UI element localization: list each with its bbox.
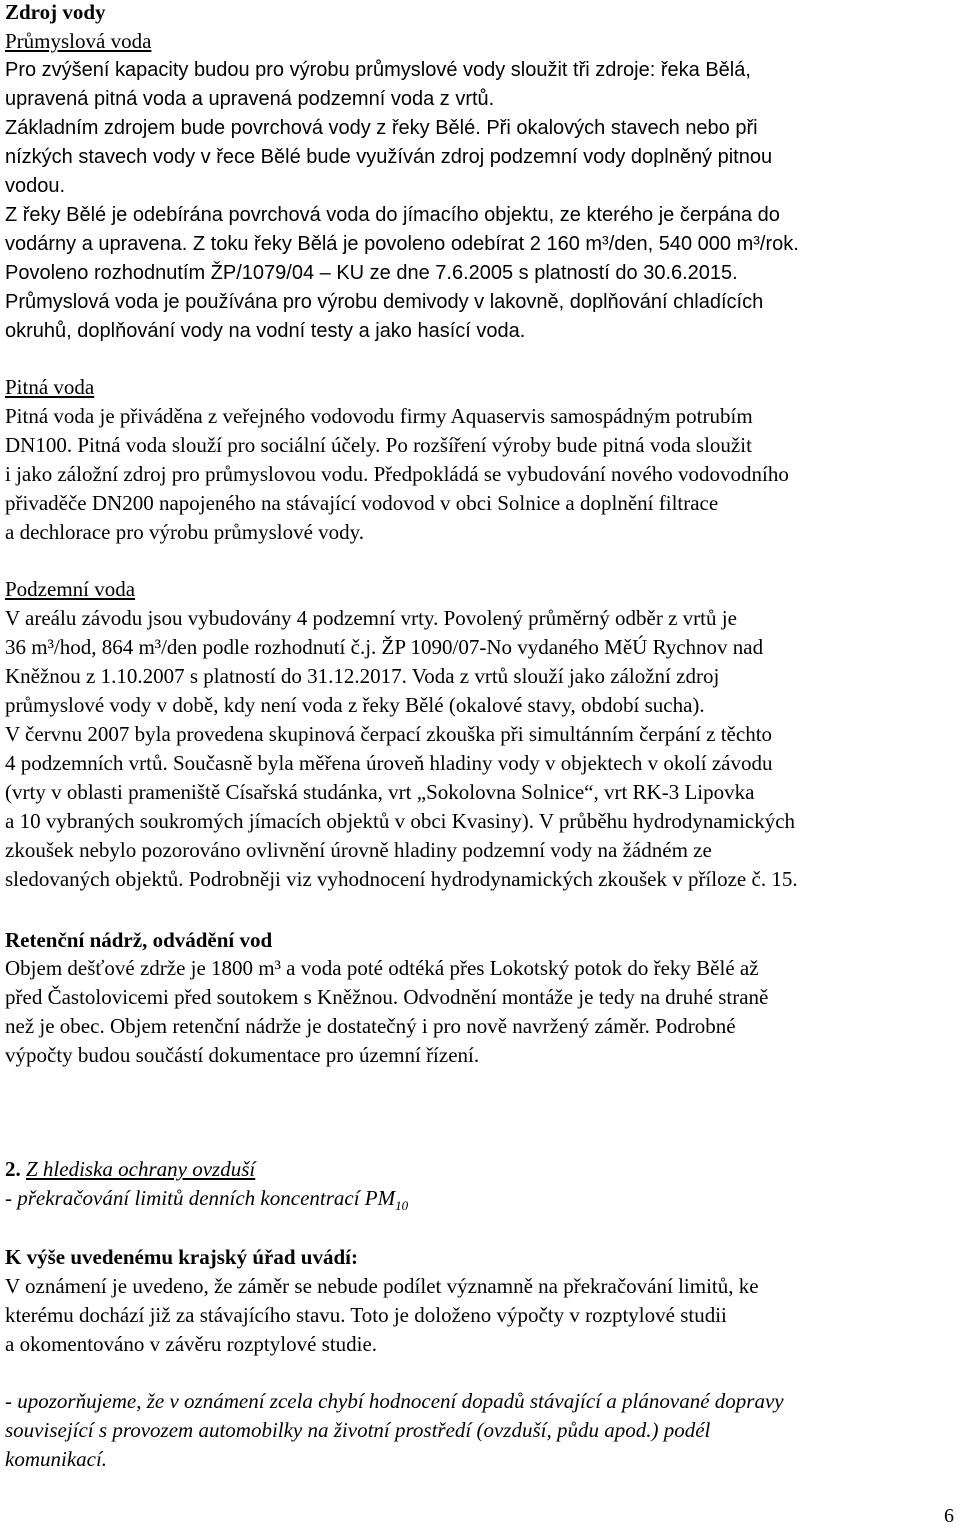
text-line: před Častolovicemi před soutokem s Kněžnou. Odvodnění montáže je tedy na druhé straně — [5, 985, 769, 1009]
industrial-paragraph-3 — [5, 201, 958, 346]
text-line: - upozorňujeme, že v oznámení zcela chybí hodnocení dopadů stávající a plánované dopravy — [5, 1389, 784, 1413]
text-line: V oznámení je uvedeno, že záměr se nebude podílet významně na překračování limitů, ke — [5, 1274, 759, 1298]
text-line: 4 podzemních vrtů. Současně byla měřena úroveň hladiny vody v objektech v okolí závodu — [5, 751, 773, 775]
text-line: a dechlorace pro výrobu průmyslové vody. — [5, 520, 365, 544]
text-line: Objem dešťové zdrže je 1800 m³ a voda poté odtéká přes Lokotský potok do řeky Bělé až — [5, 956, 759, 980]
text-line: kterému dochází již za stávajícího stavu. Toto je doloženo výpočty v rozptylové studii — [5, 1303, 727, 1327]
text-line: než je obec. Objem retenční nádrže je dostatečný i pro nově navržený záměr. Podrobné — [5, 1014, 736, 1038]
section-heading-water-source: Zdroj vody — [5, 0, 106, 24]
subheading-drinking-water: Pitná voda — [5, 375, 95, 399]
text-line: průmyslové vody v době, kdy není voda z řeky Bělé (okalové stavy, období sucha). — [5, 693, 705, 717]
text-line: vodárny a upravena. Z toku řeky Bělá je povoleno odebírat 2 160 m³/den, 540 000 m³/rok. — [5, 233, 799, 255]
text-line: V areálu závodu jsou vybudovány 4 podzemní vrty. Povolený průměrný odběr z vrtů je — [5, 606, 737, 630]
text-line: související s provozem automobilky na životní prostředí (ovzduší, půdu apod.) podél — [5, 1418, 711, 1442]
text-line: výpočty budou součástí dokumentace pro územní řízení. — [5, 1043, 480, 1067]
subheading-groundwater: Podzemní voda — [5, 577, 136, 601]
text-line: Základním zdrojem bude povrchová vody z řeky Bělé. Při okalových stavech nebo při — [5, 117, 758, 139]
section-heading-air — [5, 1155, 255, 1184]
section-heading-retention: Retenční nádrž, odvádění vod — [5, 928, 273, 952]
section-title: Z hlediska ochrany ovzduší — [26, 1157, 256, 1181]
text-line: a okomentováno v závěru rozptylové studie. — [5, 1332, 378, 1356]
text-line: zkoušek nebylo pozorováno ovlivnění úrovně hladiny podzemní vody na žádném ze — [5, 838, 712, 862]
text-line: Z řeky Bělé je odebírána povrchová voda do jímacího objektu, ze kterého je čerpána do — [5, 204, 780, 226]
industrial-paragraph-1 — [5, 56, 958, 114]
text-line: sledovaných objektů. Podrobněji viz vyhodnocení hydrodynamických zkoušek v příloze č. 15. — [5, 867, 798, 891]
text-line: okruhů, doplňování vody na vodní testy a jako hasící voda. — [5, 320, 526, 342]
text-line: Kněžnou z 1.10.2007 s platností do 31.12.2017. Voda z vrtů slouží jako záložní zdroj — [5, 664, 720, 688]
subheading-industrial-water: Průmyslová voda — [5, 29, 152, 53]
industrial-paragraph-2 — [5, 114, 958, 201]
authority-heading: K výše uvedenému krajský úřad uvádí: — [5, 1245, 358, 1269]
text-line: DN100. Pitná voda slouží pro sociální účely. Po rozšíření výroby bude pitná voda sloužit — [5, 433, 752, 457]
text-line: nízkých stavech vody v řece Bělé bude využíván zdroj podzemní vody doplněný pitnou — [5, 146, 773, 168]
text-line: vodou. — [5, 175, 66, 197]
text-line: komunikací. — [5, 1447, 108, 1471]
text-line: 36 m³/hod, 864 m³/den podle rozhodnutí č.j. ŽP 1090/07-No vydaného MěÚ Rychnov nad — [5, 635, 764, 659]
traffic-note-paragraph — [5, 1387, 958, 1474]
text-line: a 10 vybraných soukromých jímacích objektů v obci Kvasiny). V průběhu hydrodynamických — [5, 809, 796, 833]
text-line: Povoleno rozhodnutím ŽP/1079/04 – KU ze dne 7.6.2005 s platností do 30.6.2015. — [5, 262, 738, 284]
air-point-pm10 — [5, 1184, 408, 1220]
text-line: Průmyslová voda je používána pro výrobu demivody v lakovně, doplňování chladících — [5, 291, 764, 313]
text-line: přivaděče DN200 napojeného na stávající vodovod v obci Solnice a doplnění filtrace — [5, 491, 719, 515]
retention-paragraph — [5, 954, 958, 1070]
drinking-water-paragraph — [5, 402, 958, 547]
point-text: - překračování limitů denních koncentrací PM — [5, 1186, 396, 1210]
text-line: V červnu 2007 byla provedena skupinová čerpací zkouška při simultánním čerpání z těchto — [5, 722, 773, 746]
text-line: Pro zvýšení kapacity budou pro výrobu průmyslové vody sloužit tři zdroje: řeka Bělá, — [5, 59, 751, 81]
text-line: i jako záložní zdroj pro průmyslovou vodu. Předpokládá se vybudování nového vodovodního — [5, 462, 789, 486]
text-line: (vrty v oblasti prameniště Císařská studánka, vrt „Sokolovna Solnice“, vrt RK-3 Lipovka — [5, 780, 755, 804]
groundwater-paragraph — [5, 604, 958, 894]
text-line: upravená pitná voda a upravená podzemní voda z vrtů. — [5, 88, 495, 110]
page-number: 6 — [944, 1505, 954, 1527]
pm-subscript: 10 — [395, 1198, 409, 1214]
authority-paragraph — [5, 1272, 958, 1359]
text-line: Pitná voda je přiváděna z veřejného vodovodu firmy Aquaservis samospádným potrubím — [5, 404, 753, 428]
section-number: 2. — [5, 1157, 21, 1181]
